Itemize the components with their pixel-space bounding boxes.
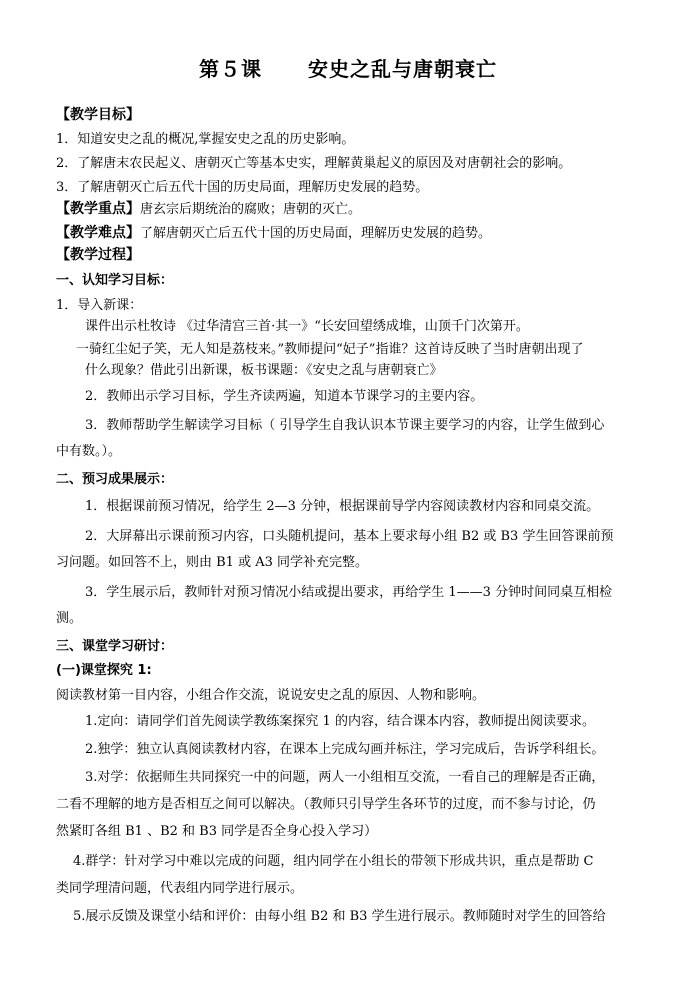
difficult-points — [56, 224, 640, 243]
inquiry-heading: (一)课堂探究 1: — [56, 663, 152, 678]
section1-heading: 一、认知学习目标： — [56, 273, 174, 288]
intro-label: 1．导入新课： — [56, 298, 143, 313]
page-title — [0, 53, 696, 82]
difficult-points-label: 【教学难点】 — [56, 225, 140, 241]
key-points-label: 【教学重点】 — [56, 201, 140, 217]
inquiry-step: 5.展示反馈及课堂小结和评价：由每小组 B2 和 B3 学生进行展示。教师随时对学生的回答给 — [73, 909, 606, 924]
inquiry-step-cont: 类同学理清问题，代表组内同学进行展示。 — [56, 881, 304, 896]
objective-item: 1．知道安史之乱的概况,掌握安史之乱的历史影响。 — [56, 132, 355, 147]
inquiry-step: 4.群学：针对学习中难以完成的问题，组内同学在小组长的带领下形成共识，重点是帮助 C — [73, 854, 594, 869]
inquiry-step: 3.对学：依据师生共同探究一中的问题，两人一小组相互交流，一看自己的理解是否正确， — [85, 770, 605, 785]
section3-heading: 三、课堂学习研讨： — [56, 639, 174, 654]
section2-paragraph: 3．学生展示后，教师针对预习情况小结或提出要求，再给学生 1——3 分钟时间同桌互相检 — [85, 585, 613, 600]
difficult-points-text: 了解唐朝灭亡后五代十国的历史局面，理解历史发展的趋势。 — [140, 226, 492, 241]
intro-line: 课件出示杜牧诗 《过华清宫三首·其一》“长安回望绣成堆，山顶千门次第开。 — [85, 319, 529, 334]
section2-paragraph: 1．根据课前预习情况，给学生 2—3 分钟，根据课前导学内容阅读教材内容和同桌交流。 — [85, 499, 600, 514]
lesson-name: 安史之乱与唐朝衰亡 — [308, 57, 497, 81]
inquiry-text: 阅读教材第一目内容，小组合作交流，说说安史之乱的原因、人物和影响。 — [56, 688, 486, 703]
intro-line: 一骑红尘妃子笑，无人知是荔枝来。”教师提问“妃子”指谁？这首诗反映了当时唐朝出现了 — [76, 342, 584, 357]
key-points-text: 唐玄宗后期统治的腐败；唐朝的灭亡。 — [140, 202, 362, 217]
objective-item: 3．了解唐朝灭亡后五代十国的历史局面，理解历史发展的趋势。 — [56, 180, 429, 195]
section2-heading: 二、预习成果展示： — [56, 472, 174, 487]
process-heading: 【教学过程】 — [56, 247, 140, 263]
inquiry-step-cont: 然紧盯各组 B1 、B2 和 B3 同学是否全身心投入学习） — [56, 824, 378, 839]
section2-paragraph-cont: 测。 — [56, 611, 83, 626]
objective-item: 2．了解唐末农民起义、唐朝灭亡等基本史实，理解黄巢起义的原因及对唐朝社会的影响。 — [56, 156, 572, 171]
section1-paragraph: 2．教师出示学习目标，学生齐读两遍，知道本节课学习的主要内容。 — [85, 389, 484, 404]
section2-paragraph: 2．大屏幕出示课前预习内容，口头随机提问，基本上要求每小组 B2 或 B3 学生回答课前预 — [85, 529, 614, 544]
section1-paragraph-cont: 中有数。）。 — [56, 444, 122, 459]
section1-paragraph: 3．教师帮助学生解读学习目标（ 引导学生自我认识本节课主要学习的内容，让学生做到心 — [85, 418, 605, 433]
inquiry-step: 2.独学：独立认真阅读教材内容，在课本上完成勾画并标注，学习完成后，告诉学科组长。 — [85, 742, 605, 757]
inquiry-step-cont: 二看不理解的地方是否相互之间可以解决。（教师只引导学生各环节的过度，而不参与讨论，仍 — [56, 797, 596, 812]
lesson-number: 第５课 — [199, 57, 262, 81]
section2-paragraph-cont: 习问题。如回答不上，则由 B1 或 A3 同学补充完整。 — [56, 555, 369, 570]
objectives-heading: 【教学目标】 — [56, 107, 140, 123]
inquiry-step: 1.定向：请同学们首先阅读学教练案探究 1 的内容，结合课本内容，教师提出阅读要求。 — [85, 714, 595, 729]
intro-line: 什么现象？借此引出新课，板书课题：《安史之乱与唐朝衰亡》 — [85, 363, 443, 378]
key-points — [56, 200, 640, 219]
